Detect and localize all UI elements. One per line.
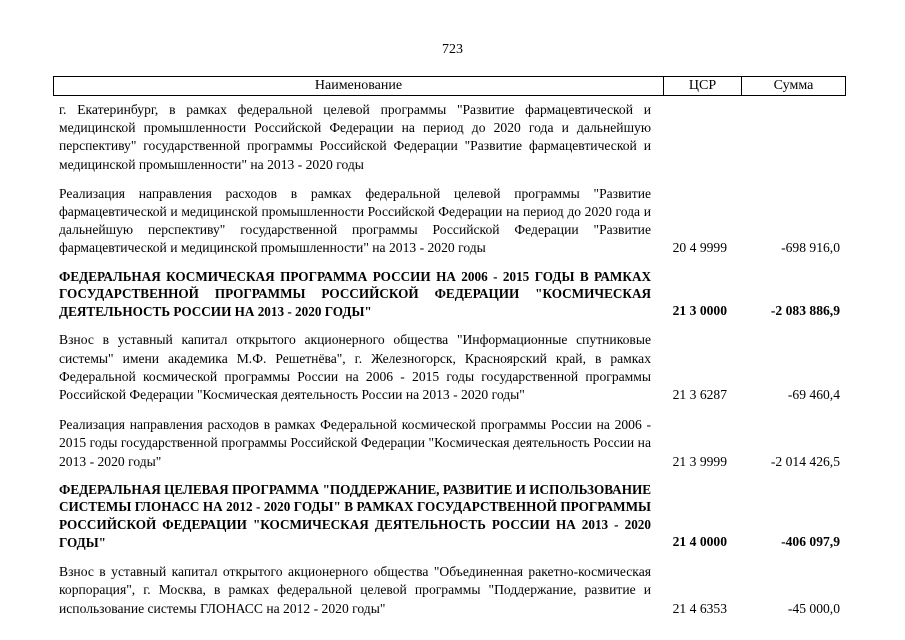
table-row: [59, 331, 840, 404]
table-row: [59, 563, 840, 618]
row-name: Взнос в уставный капитал открытого акционерного общества "Объединенная ракетно-космическая корпорация", г. Москва, в рамках федеральной целевой программы "Поддержание, развитие и использование системы ГЛОНАСС на 2012 - 2020 годы": [59, 564, 651, 616]
row-code: 21 3 6287: [672, 387, 727, 403]
row-amount: -2 014 426,5: [770, 453, 840, 469]
row-amount: -69 460,4: [787, 387, 840, 403]
page-number: 723: [442, 42, 463, 57]
column-header-name: Наименование: [54, 77, 664, 95]
table-row: [59, 416, 840, 471]
row-amount: -406 097,9: [781, 534, 840, 549]
row-name: Взнос в уставный капитал открытого акционерного общества "Информационные спутниковые системы" имени академика М.Ф. Решетнёва", г. Железногорск, Красноярский край, в рамках Федеральной космической программы России на 2006 - 2015 годы государственной программы Российской Федерации "Космическая деятельность России на 2013 - 2020 годы": [59, 332, 651, 403]
row-name: г. Екатеринбург, в рамках федеральной целевой программы "Развитие фармацевтической и медицинской промышленности Российской Федерации на период до 2020 года и дальнейшую перспективу" государственной программы Российской Федерации "Развитие фармацевтической и медицинской промышленности" на 2013 - 2020 годы: [59, 102, 651, 172]
row-code: 21 3 0000: [672, 303, 727, 319]
row-code: 21 4 0000: [672, 534, 727, 549]
row-amount: -2 083 886,9: [770, 303, 840, 319]
row-name: Реализация направления расходов в рамках федеральной целевой программы "Развитие фармацевтической и медицинской промышленности Российской Федерации на период до 2020 года и дальнейшую перспективу" государственной программы Российской Федерации "Развитие фармацевтической и медицинской промышленности" на 2013 - 2020 годы: [59, 185, 651, 256]
row-name: ФЕДЕРАЛЬНАЯ ЦЕЛЕВАЯ ПРОГРАММА "ПОДДЕРЖАНИЕ, РАЗВИТИЕ И ИСПОЛЬЗОВАНИЕ СИСТЕМЫ ГЛОНАСС НА 2012 - 2020 ГОДЫ" В РАМКАХ ГОСУДАРСТВЕННОЙ ПРОГРАММЫ РОССИЙСКОЙ ФЕДЕРАЦИИ "КОСМИЧЕСКАЯ ДЕЯТЕЛЬНОСТЬ РОССИИ НА 2013 - 2020 ГОДЫ": [59, 481, 651, 550]
table-header: [53, 76, 846, 96]
row-name: Реализация направления расходов в рамках Федеральной космической программы России на 2006 - 2015 годы государственной программы Российской Федерации "Космическая деятельность России на 2013 - 2020 годы": [59, 417, 651, 469]
row-name: ФЕДЕРАЛЬНАЯ КОСМИЧЕСКАЯ ПРОГРАММА РОССИИ НА 2006 - 2015 ГОДЫ В РАМКАХ ГОСУДАРСТВЕННОЙ ПРОГРАММЫ РОССИЙСКОЙ ФЕДЕРАЦИИ "КОСМИЧЕСКАЯ ДЕЯТЕЛЬНОСТЬ РОССИИ НА 2013 - 2020 ГОДЫ": [59, 268, 651, 319]
table-row: [59, 481, 840, 551]
column-header-csr: ЦСР: [664, 77, 742, 95]
row-amount: -698 916,0: [781, 240, 840, 256]
row-amount: -45 000,0: [787, 600, 840, 616]
row-code: 20 4 9999: [672, 240, 727, 256]
table-row: [59, 185, 840, 258]
table-row: [59, 101, 840, 174]
table-row: [59, 268, 840, 321]
column-header-sum: Сумма: [773, 78, 814, 93]
row-code: 21 4 6353: [672, 600, 727, 616]
row-code: 21 3 9999: [672, 453, 727, 469]
table-body: [59, 101, 840, 618]
